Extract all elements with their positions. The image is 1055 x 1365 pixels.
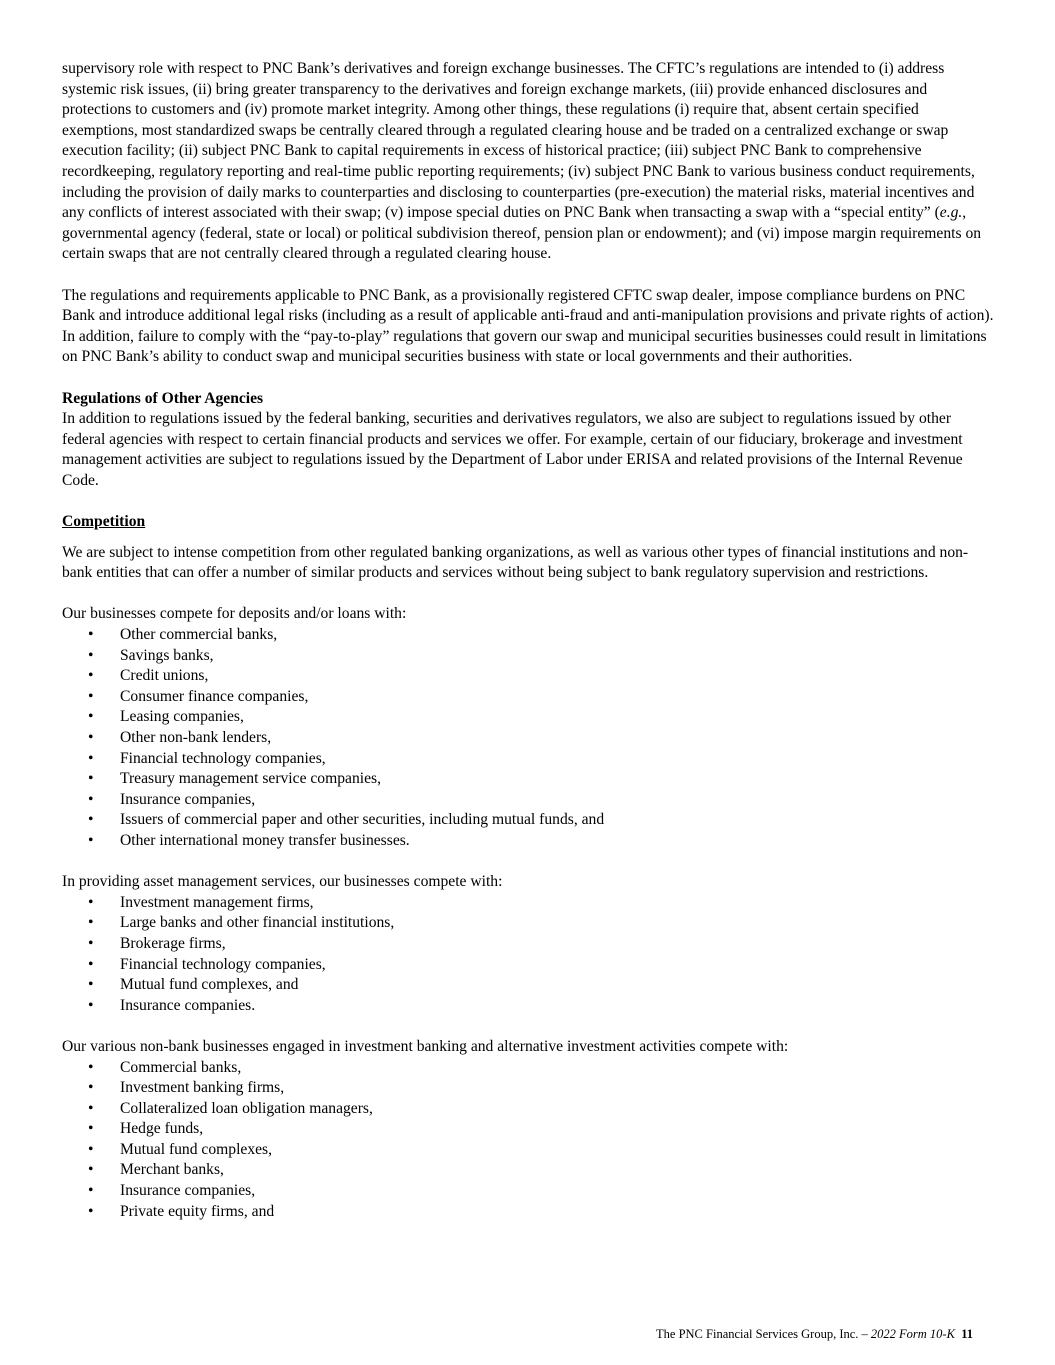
footer-company: The PNC Financial Services Group, Inc. –: [656, 1327, 871, 1341]
list-item: • Savings banks,: [88, 646, 214, 664]
list-item: • Financial technology companies,: [88, 955, 326, 973]
list-item: • Insurance companies,: [88, 790, 256, 808]
document-page: [62, 59, 997, 1222]
investment-banking-lead: Our various non-bank businesses engaged in investment banking and alternative investment activities compete with:: [62, 1037, 789, 1055]
list-item: • Investment management firms,: [88, 893, 314, 911]
list-item: • Other international money transfer businesses.: [88, 831, 410, 849]
list-item: • Private equity firms, and: [88, 1202, 275, 1220]
list-item: • Commercial banks,: [88, 1058, 242, 1076]
other-agencies-paragraph: In addition to regulations issued by the federal banking, securities and derivatives regulators, we also are subject to regulations issued by other federal agencies with respect to certain financial products and services we offer. For example, certain of our fiduciary, brokerage and investment management activities are subject to regulations issued by the Department of Labor under ERISA and related provisions of the Internal Revenue Code.: [62, 410, 963, 489]
page-footer: [656, 1326, 973, 1342]
list-item: • Insurance companies,: [88, 1182, 256, 1200]
list-item: • Issuers of commercial paper and other securities, including mutual funds, and: [88, 811, 605, 829]
list-item: • Financial technology companies,: [88, 749, 326, 767]
competition-heading: Competition: [62, 513, 146, 531]
list-item: • Collateralized loan obligation managers,: [88, 1099, 373, 1117]
list-item: • Mutual fund complexes, and: [88, 976, 299, 994]
asset-management-lead: In providing asset management services, our businesses compete with:: [62, 873, 503, 891]
deposits-loans-competitors-list: [62, 625, 997, 852]
swap-dealer-paragraph: The regulations and requirements applicable to PNC Bank, as a provisionally registered CFTC swap dealer, impose compliance burdens on PNC Bank and introduce additional legal risks (including as a result of applicable anti-fraud and anti-manipulation provisions and private rights of action). In addition, failure to comply with the “pay-to-play” regulations that govern our swap and municipal securities businesses could result in limitations on PNC Bank’s ability to conduct swap and municipal securities business with state or local governments and their authorities.: [62, 286, 994, 366]
list-item: • Other non-bank lenders,: [88, 729, 272, 746]
list-item: • Treasury management service companies,: [88, 770, 381, 788]
list-item: • Brokerage firms,: [88, 934, 226, 952]
competition-intro: We are subject to intense competition from other regulated banking organizations, as well as various other types of financial institutions and non-bank entities that can offer a number of similar products and services without being subject to bank regulatory supervision and restrictions.: [62, 543, 969, 582]
list-item: • Credit unions,: [88, 667, 209, 685]
list-item: • Hedge funds,: [88, 1120, 204, 1138]
investment-banking-competitors-list: [62, 1058, 997, 1223]
footer-form: 2022 Form 10-K: [870, 1327, 955, 1341]
list-item: • Merchant banks,: [88, 1161, 224, 1179]
list-item: • Insurance companies.: [88, 996, 256, 1014]
page-number: 11: [961, 1327, 973, 1341]
deposits-loans-lead: Our businesses compete for deposits and/or loans with:: [62, 605, 407, 623]
list-item: • Large banks and other financial institutions,: [88, 914, 395, 932]
list-item: • Leasing companies,: [88, 708, 244, 726]
list-item: • Investment banking firms,: [88, 1079, 285, 1097]
asset-management-competitors-list: [62, 893, 997, 1017]
other-agencies-heading: Regulations of Other Agencies: [62, 389, 264, 407]
cftc-paragraph: supervisory role with respect to PNC Bank’s derivatives and foreign exchange businesses. The CFTC’s regulations are intended to (i) address systemic risk issues, (ii) bring greater transparency to the derivatives and foreign exchange markets, (iii) provide enhanced disclosures and protections to customers and (iv) promote market integrity. Among other things, these regulations (i) require that, absent certain specified exemptions, most standardized swaps be centrally cleared through a regulated clearing house and be traded on a centralized exchange or swap execution facility; (ii) subject PNC Bank to capital requirements in excess of historical practice; (iii) subject PNC Bank to comprehensive recordkeeping, regulatory reporting and real-time public reporting requirements; (iv) subject PNC Bank to various business conduct requirements, including the provision of daily marks to counterparties and disclosing to counterparties (pre-execution) the material risks, material incentives and any conflicts of interest associated with their swap; (v) impose special duties on PNC Bank when transacting a swap with a “special entity” (e.g., governmental agency (federal, state or local) or political subdivision thereof, pension plan or endowment); and (vi) impose margin requirements on certain swaps that are not centrally cleared through a regulated clearing house.: [62, 60, 982, 263]
list-item: • Mutual fund complexes,: [88, 1140, 273, 1158]
list-item: • Other commercial banks,: [88, 626, 278, 644]
list-item: • Consumer finance companies,: [88, 687, 309, 705]
